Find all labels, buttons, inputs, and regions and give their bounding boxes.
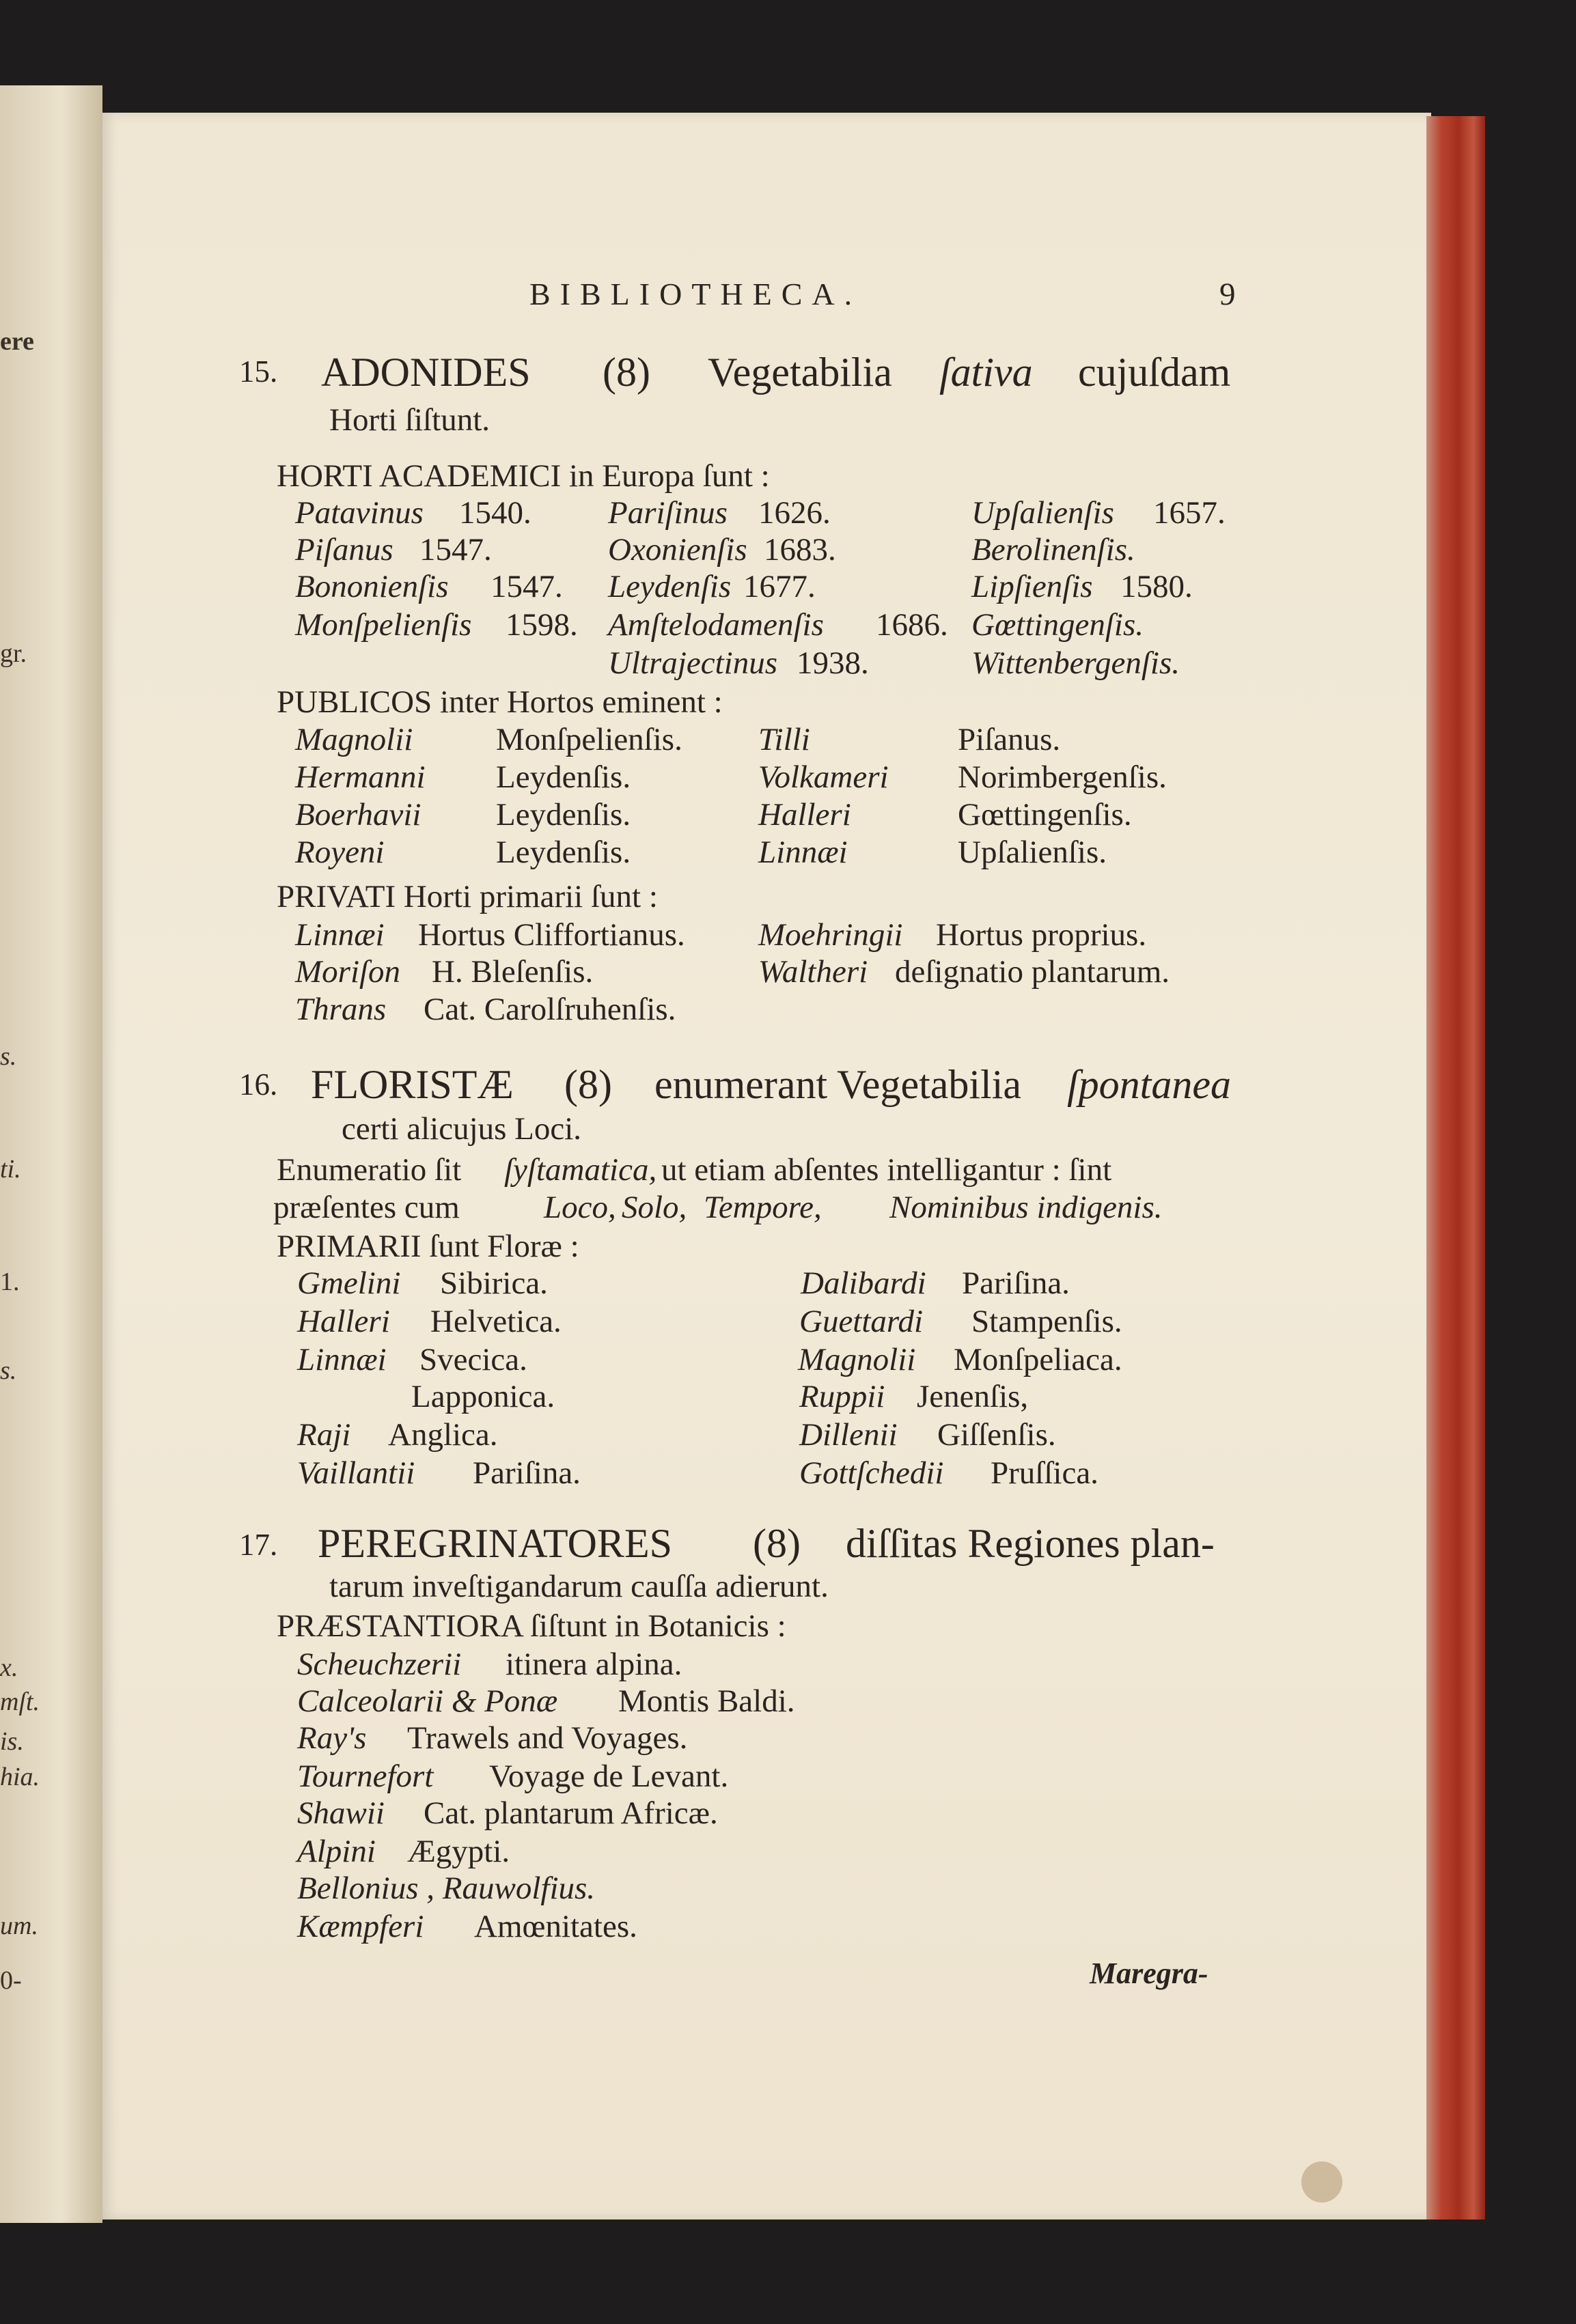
flora-region: Monſpeliaca. xyxy=(954,1342,1122,1377)
traveller-name: Tournefort xyxy=(297,1759,434,1794)
flora-author: Magnolii xyxy=(798,1342,916,1377)
botanist-name: Waltheri xyxy=(758,954,868,990)
travel-work: Voyage de Levant. xyxy=(489,1759,729,1794)
garden-year: 1547. xyxy=(419,532,492,568)
subheading-academici: HORTI ACADEMICI in Europa ſunt : xyxy=(277,458,770,494)
page-number: 9 xyxy=(1219,277,1236,312)
flora-author: Raji xyxy=(297,1417,351,1453)
garden-name: Bononienſis xyxy=(295,569,449,604)
botanist-name: Hermanni xyxy=(295,759,426,795)
section-number: 17. xyxy=(239,1528,278,1562)
section-number: 16. xyxy=(239,1067,278,1102)
garden-location: Gœttingenſis. xyxy=(958,797,1132,832)
section-title: FLORISTÆ xyxy=(311,1062,514,1107)
flora-author: Linnæi xyxy=(297,1342,387,1377)
travel-work: Cat. plantarum Africæ. xyxy=(424,1795,718,1831)
traveller-name: Kæmpferi xyxy=(297,1909,424,1944)
garden-location: Monſpelienſis. xyxy=(496,722,682,757)
botanist-name: Thrans xyxy=(295,992,387,1027)
facing-page-fragment: 1. xyxy=(0,1268,20,1296)
enumeratio-text-italic: Tempore, xyxy=(704,1190,822,1225)
foxing-spot xyxy=(1301,2161,1342,2202)
facing-page-fragment: ti. xyxy=(0,1155,21,1184)
botanist-name: Moehringii xyxy=(758,917,903,953)
travel-work: Trawels and Voyages. xyxy=(407,1720,688,1756)
travel-work: Amœnitates. xyxy=(474,1909,637,1944)
section-reference: (8) xyxy=(603,350,650,395)
flora-region: Stampenſis. xyxy=(971,1304,1122,1339)
flora-author: Ruppii xyxy=(799,1379,885,1414)
subheading-privati: PRIVATI Horti primarii ſunt : xyxy=(277,879,658,914)
botanist-name: Boerhavii xyxy=(295,797,421,832)
flora-author: Gmelini xyxy=(297,1265,401,1301)
garden-name: Monſpelienſis xyxy=(295,607,472,643)
flora-region: Anglica. xyxy=(388,1417,498,1453)
facing-page-fragment: x. xyxy=(0,1653,18,1682)
flora-region: Pruſſica. xyxy=(991,1455,1098,1491)
garden-name: Leydenſis xyxy=(608,569,732,604)
garden-location: Piſanus. xyxy=(958,722,1061,757)
garden-year: 1686. xyxy=(876,607,948,643)
section-description-italic: ſpontanea xyxy=(1067,1062,1231,1107)
botanist-name: Linnæi xyxy=(295,917,385,953)
section-description-line2: certi alicujus Loci. xyxy=(342,1111,582,1147)
garden-name: Ultrajectinus xyxy=(608,645,778,681)
facing-page-fragment: um. xyxy=(0,1912,38,1940)
flora-region: Helvetica. xyxy=(430,1304,562,1339)
botanist-name: Royeni xyxy=(295,835,385,870)
garden-name: Amſtelodamenſis xyxy=(608,607,824,643)
botanist-name: Tilli xyxy=(758,722,810,757)
facing-page-fragment: is. xyxy=(0,1727,24,1756)
facing-page-fragment: s. xyxy=(0,1042,17,1071)
flora-region: Jenenſis, xyxy=(917,1379,1029,1414)
garden-name: Upſalienſis xyxy=(971,495,1114,531)
section-description: enumerant Vegetabilia xyxy=(654,1062,1022,1107)
facing-page-fragment: mſt. xyxy=(0,1688,40,1716)
flora-region: Svecica. xyxy=(419,1342,527,1377)
section-number: 15. xyxy=(239,354,278,389)
enumeratio-text: præſentes cum xyxy=(273,1190,460,1225)
enumeratio-text: ut etiam abſentes intelligantur : ſint xyxy=(661,1152,1112,1188)
flora-author: Vaillantii xyxy=(297,1455,415,1491)
traveller-name: Shawii xyxy=(297,1795,385,1831)
traveller-name: Bellonius , Rauwolfius. xyxy=(297,1871,596,1906)
enumeratio-text: Enumeratio ſit xyxy=(277,1152,462,1188)
garden-description: Cat. Carolſruhenſis. xyxy=(424,992,676,1027)
section-reference: (8) xyxy=(753,1521,801,1566)
garden-name: Lipſienſis xyxy=(971,569,1093,604)
botanist-name: Moriſon xyxy=(295,954,401,990)
garden-name: Gœttingenſis. xyxy=(971,607,1144,643)
catchword: Maregra- xyxy=(1090,1957,1208,1990)
flora-region: Sibirica. xyxy=(440,1265,548,1301)
garden-year: 1547. xyxy=(490,569,563,604)
running-head: BIBLIOTHECA. xyxy=(529,277,862,311)
travel-work: itinera alpina. xyxy=(506,1647,682,1682)
flora-author: Dillenii xyxy=(799,1417,898,1453)
subheading-primarii: PRIMARII ſunt Floræ : xyxy=(277,1229,579,1264)
traveller-name: Calceolarii & Ponæ xyxy=(297,1683,558,1719)
garden-year: 1683. xyxy=(764,532,836,568)
garden-year: 1540. xyxy=(459,495,531,531)
flora-author: Dalibardi xyxy=(801,1265,926,1301)
garden-location: Upſalienſis. xyxy=(958,835,1107,870)
botanist-name: Volkameri xyxy=(758,759,889,795)
enumeratio-text-italic: Loco, xyxy=(544,1190,616,1225)
garden-name: Wittenbergenſis. xyxy=(971,645,1180,681)
garden-name: Berolinenſis. xyxy=(971,532,1135,568)
flora-region: Pariſina. xyxy=(473,1455,581,1491)
traveller-name: Alpini xyxy=(297,1834,376,1869)
garden-description: H. Bleſenſis. xyxy=(432,954,594,990)
garden-year: 1580. xyxy=(1120,569,1193,604)
garden-name: Oxonienſis xyxy=(608,532,747,568)
botanist-name: Linnæi xyxy=(758,835,848,870)
facing-page-fragment: s. xyxy=(0,1356,17,1385)
facing-page-fragment: ere xyxy=(0,327,34,356)
facing-page-fragment: 0- xyxy=(0,1966,22,1995)
garden-year: 1626. xyxy=(758,495,831,531)
garden-year: 1938. xyxy=(797,645,869,681)
garden-description: deſignatio plantarum. xyxy=(895,954,1170,990)
flora-author: Halleri xyxy=(297,1304,390,1339)
section-title: PEREGRINATORES xyxy=(318,1521,672,1566)
subheading-publicos: PUBLICOS inter Hortos eminent : xyxy=(277,684,723,720)
flora-region: Lapponica. xyxy=(411,1379,555,1414)
flora-author: Guettardi xyxy=(799,1304,924,1339)
garden-year: 1657. xyxy=(1153,495,1226,531)
section-description-italic: ſativa xyxy=(939,350,1033,395)
facing-page-fragment: gr. xyxy=(0,639,27,668)
enumeratio-text-italic: Solo, xyxy=(622,1190,687,1225)
section-description: cujuſdam xyxy=(1078,350,1231,395)
section-title: ADONIDES xyxy=(321,350,531,395)
garden-location: Leydenſis. xyxy=(496,835,631,870)
red-page-edges xyxy=(1426,116,1485,2220)
traveller-name: Scheuchzerii xyxy=(297,1647,462,1682)
flora-region: Giſſenſis. xyxy=(937,1417,1056,1453)
travel-work: Ægypti. xyxy=(407,1834,510,1869)
traveller-name: Ray's xyxy=(297,1720,367,1756)
garden-location: Leydenſis. xyxy=(496,759,631,795)
garden-location: Norimbergenſis. xyxy=(958,759,1167,795)
garden-location: Leydenſis. xyxy=(496,797,631,832)
facing-page-fragment: hia. xyxy=(0,1763,40,1791)
garden-description: Hortus proprius. xyxy=(936,917,1147,953)
flora-region: Pariſina. xyxy=(962,1265,1070,1301)
flora-author: Gottſchedii xyxy=(799,1455,944,1491)
botanist-name: Halleri xyxy=(758,797,851,832)
section-description: Vegetabilia xyxy=(708,350,892,395)
section-description-line2: tarum inveſtigandarum cauſſa adierunt. xyxy=(329,1569,829,1604)
garden-year: 1677. xyxy=(743,569,816,604)
enumeratio-text-italic: ſyſtamatica, xyxy=(504,1152,657,1188)
section-description-line2: Horti ſiſtunt. xyxy=(329,402,490,438)
garden-name: Piſanus xyxy=(295,532,393,568)
enumeratio-text-italic: Nominibus indigenis. xyxy=(889,1190,1163,1225)
garden-description: Hortus Cliffortianus. xyxy=(418,917,685,953)
garden-name: Patavinus xyxy=(295,495,424,531)
subheading-praestantiora: PRÆSTANTIORA ſiſtunt in Botanicis : xyxy=(277,1608,786,1644)
travel-work: Montis Baldi. xyxy=(618,1683,795,1719)
garden-name: Pariſinus xyxy=(608,495,728,531)
section-reference: (8) xyxy=(564,1062,612,1107)
botanist-name: Magnolii xyxy=(295,722,413,757)
section-description: diſſitas Regiones plan- xyxy=(846,1521,1215,1566)
garden-year: 1598. xyxy=(506,607,578,643)
